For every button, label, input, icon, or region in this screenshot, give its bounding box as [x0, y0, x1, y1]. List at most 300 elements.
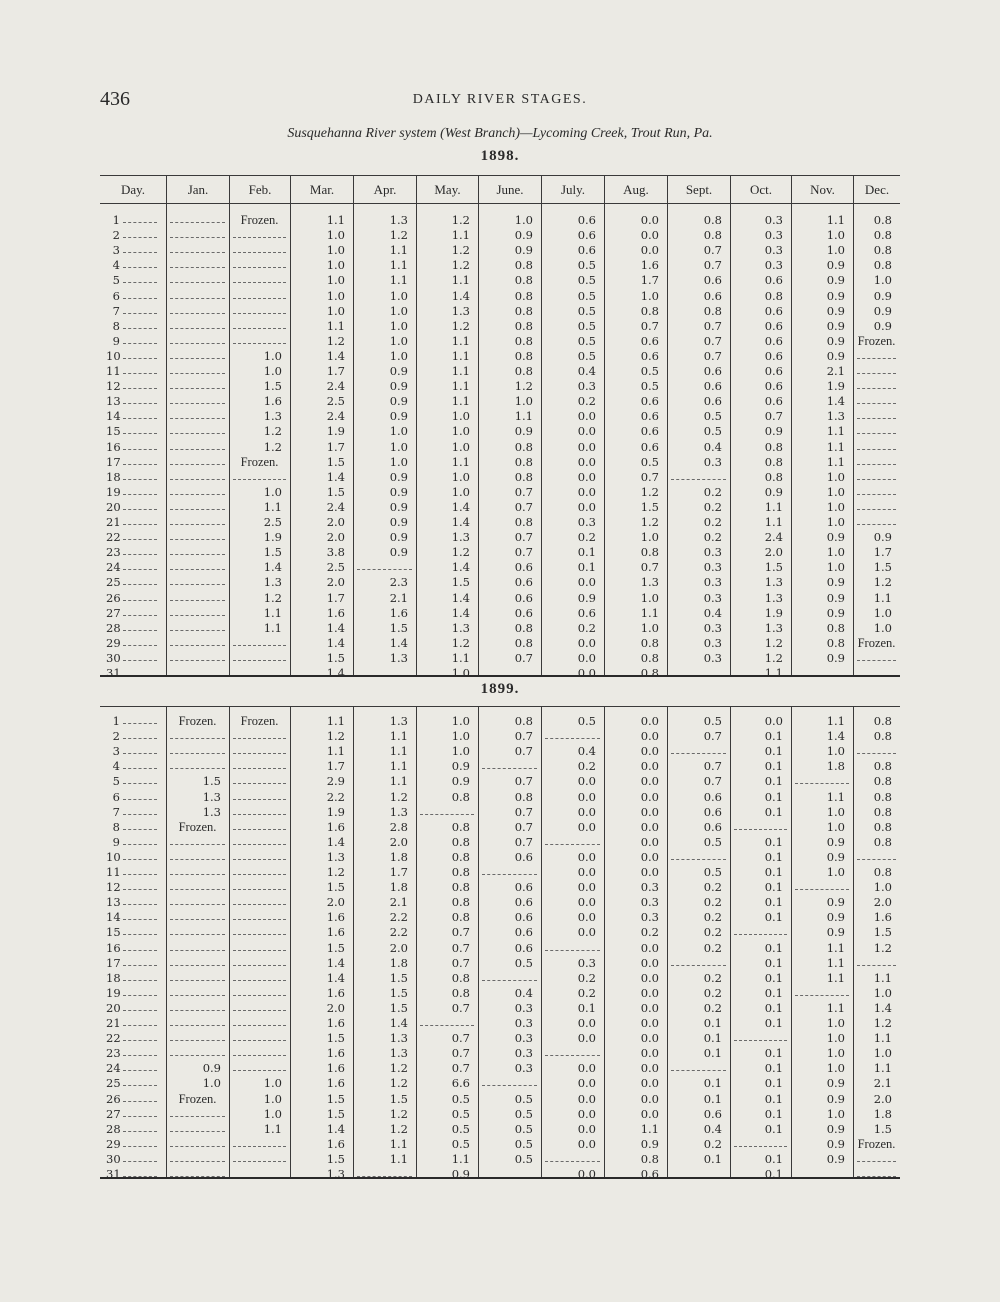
day-number [106, 714, 162, 729]
day-number [106, 774, 162, 789]
table-cell: 1.4 [451, 499, 470, 514]
table-cell: 1.8 [389, 849, 408, 864]
missing-value [233, 759, 286, 769]
table-cell: 1.5 [326, 454, 345, 469]
day-number [106, 621, 162, 636]
missing-value [545, 1152, 600, 1162]
missing-value [857, 485, 896, 495]
table-cell: 1.0 [640, 288, 659, 303]
leader-dots [123, 1107, 157, 1117]
table-cell: 0.1 [764, 744, 783, 759]
table-cell: 1.3 [451, 620, 470, 635]
day-number [106, 820, 162, 835]
table-cell: 0.1 [764, 804, 783, 819]
table-cell: 0.7 [703, 774, 722, 789]
table-cell: 0.5 [451, 1106, 470, 1121]
table-cell: 3.8 [326, 545, 345, 560]
table-cell: 0.1 [764, 940, 783, 955]
table-cell: 0.7 [451, 1046, 470, 1061]
table-cell: 1.0 [326, 273, 345, 288]
table-cell: 1.0 [826, 804, 845, 819]
table-cell: 1.5 [389, 970, 408, 985]
table-cell: 0.9 [202, 1061, 221, 1076]
table-cell: 0.3 [514, 1031, 533, 1046]
table-cell: 2.0 [873, 1091, 892, 1106]
missing-value [233, 1061, 286, 1071]
table-cell: 0.0 [577, 774, 596, 789]
table-cell: 0.0 [577, 910, 596, 925]
table-cell: 0.8 [451, 910, 470, 925]
table-cell: 2.3 [389, 575, 408, 590]
table-cell: 1.5 [202, 774, 221, 789]
table-cell: 0.3 [703, 545, 722, 560]
column-header: Oct. [730, 176, 791, 204]
day-number [106, 790, 162, 805]
table-cell: 1.0 [826, 469, 845, 484]
day-number [106, 910, 162, 925]
table-cell: 0.9 [826, 1151, 845, 1166]
day-number [106, 759, 162, 774]
day-number-text: 17 [106, 454, 121, 469]
table-cell: 0.8 [640, 666, 659, 680]
missing-value [170, 455, 225, 465]
table-cell: 1.6 [326, 819, 345, 834]
day-number [106, 895, 162, 910]
table-cell: 2.0 [326, 515, 345, 529]
table-cell: 0.7 [703, 258, 722, 273]
day-number-text: 1 [112, 213, 120, 227]
table-cell: 0.3 [764, 258, 783, 273]
missing-value [233, 470, 286, 480]
table-cell: 0.2 [640, 925, 659, 940]
table-cell: 1.6 [326, 985, 345, 1000]
table-cell: 1.9 [326, 424, 345, 439]
leader-dots [123, 409, 157, 419]
table-cell: 0.8 [873, 213, 892, 227]
year-heading-1899: 1899. [480, 681, 520, 697]
table-cell: 1.8 [389, 880, 408, 895]
leader-dots [123, 349, 157, 359]
table-cell: 0.9 [826, 348, 845, 363]
table-cell: 1.1 [451, 333, 470, 348]
table-cell: 2.5 [263, 515, 282, 529]
missing-value [357, 560, 412, 570]
table-cell: 0.8 [764, 469, 783, 484]
table-cell: 0.7 [451, 1031, 470, 1046]
table-cell: 0.0 [640, 865, 659, 879]
table-cell: 0.7 [514, 530, 533, 545]
leader-dots [123, 1137, 157, 1147]
table-cell: 0.8 [703, 303, 722, 318]
table-cell: 1.0 [873, 880, 892, 895]
missing-value [233, 971, 286, 981]
day-number [106, 258, 162, 273]
day-number [106, 530, 162, 545]
missing-value [170, 289, 225, 299]
table-cell: 0.0 [640, 759, 659, 774]
table-cell: 0.8 [873, 243, 892, 258]
table-cell: 1.3 [263, 409, 282, 424]
table-cell: 0.6 [640, 439, 659, 454]
missing-value [170, 334, 225, 344]
table-cell: 0.8 [451, 865, 470, 879]
table-cell: 0.8 [873, 819, 892, 834]
table-cell: 0.0 [577, 1091, 596, 1106]
table-cell: 0.9 [764, 424, 783, 439]
table-cell: 1.7 [640, 273, 659, 288]
table-cell: 1.0 [826, 484, 845, 499]
table-cell: 0.1 [703, 1091, 722, 1106]
table-cell: 1.3 [451, 303, 470, 318]
table-cell: 1.1 [389, 273, 408, 288]
table-cell: 1.5 [389, 1091, 408, 1106]
missing-value [671, 850, 726, 860]
table-cell: 1.0 [389, 454, 408, 469]
table-cell: 0.9 [873, 303, 892, 318]
table-cell: 1.1 [873, 970, 892, 985]
table-cell: 1.3 [202, 789, 221, 804]
table-cell: 0.1 [764, 1091, 783, 1106]
table-cell: 0.9 [451, 759, 470, 774]
table-cell: 1.1 [451, 273, 470, 288]
table-cell: 0.3 [703, 650, 722, 665]
table-cell: 0.7 [703, 729, 722, 744]
missing-value [170, 1031, 225, 1041]
column-header: Sept. [667, 176, 730, 204]
table-cell: 0.0 [640, 1061, 659, 1076]
missing-value [170, 865, 225, 875]
page-number: 436 [100, 88, 130, 110]
column-header: May. [416, 176, 478, 204]
table-cell: 1.1 [873, 1061, 892, 1076]
table-cell: 0.9 [389, 530, 408, 545]
table-cell: 1.1 [389, 759, 408, 774]
table-cell: 0.8 [514, 318, 533, 333]
table-cell: 0.9 [826, 288, 845, 303]
missing-value [170, 213, 225, 223]
table-cell: 0.7 [640, 560, 659, 575]
table-cell: 0.8 [640, 545, 659, 560]
table-cell: 0.5 [640, 364, 659, 378]
missing-value [482, 759, 537, 769]
table-cell: 1.5 [389, 985, 408, 1000]
missing-value [545, 835, 600, 845]
table-cell: 0.1 [703, 1016, 722, 1030]
missing-value [857, 409, 896, 419]
table-cell: 0.1 [764, 1000, 783, 1015]
table-cell: 0.6 [764, 379, 783, 394]
table-cell: 0.2 [703, 985, 722, 1000]
table-cell: 0.8 [451, 895, 470, 910]
table-cell: 0.4 [577, 744, 596, 759]
table-cell: 0.7 [640, 318, 659, 333]
table-cell: 1.2 [873, 575, 892, 590]
table-cell: 0.1 [764, 970, 783, 985]
missing-value [170, 485, 225, 495]
table-cell: 1.0 [826, 1046, 845, 1061]
table-cell: 2.4 [764, 530, 783, 545]
day-number-text: 28 [106, 620, 121, 635]
table-cell: 0.9 [389, 515, 408, 529]
missing-value [233, 289, 286, 299]
day-number [106, 835, 162, 850]
day-number [106, 729, 162, 744]
table-cell: 0.4 [514, 985, 533, 1000]
table-cell: 2.0 [764, 545, 783, 560]
table-cell: 0.5 [451, 1136, 470, 1151]
day-number [106, 1016, 162, 1031]
table-cell: 0.5 [703, 409, 722, 424]
day-number [106, 971, 162, 986]
day-number [106, 591, 162, 606]
day-number-text: 20 [106, 499, 121, 514]
table-cell: 0.5 [514, 1091, 533, 1106]
table-cell: 0.4 [577, 364, 596, 378]
table-cell: 0.6 [764, 318, 783, 333]
leader-dots [123, 213, 157, 223]
table-cell: 1.4 [326, 620, 345, 635]
table-cell: 0.4 [703, 605, 722, 620]
rule-1899-bottom [100, 1177, 900, 1179]
table-cell: 0.8 [451, 849, 470, 864]
missing-value [170, 986, 225, 996]
day-number [106, 319, 162, 334]
missing-value [857, 349, 896, 359]
missing-value [170, 243, 225, 253]
table-cell: 0.0 [577, 925, 596, 940]
leader-dots [123, 1016, 157, 1026]
table-cell: 0.1 [764, 849, 783, 864]
table-cell-note: Frozen. [178, 714, 217, 728]
table-cell: 1.4 [826, 729, 845, 744]
table-cell: 1.0 [451, 744, 470, 759]
table-cell: 1.0 [826, 1031, 845, 1046]
day-number [106, 364, 162, 379]
table-cell-note: Frozen. [240, 714, 279, 728]
table-cell: 0.2 [703, 484, 722, 499]
table-cell: 0.9 [389, 364, 408, 378]
table-cell: 0.1 [764, 1106, 783, 1121]
leader-dots [123, 606, 157, 616]
table-cell: 1.0 [326, 258, 345, 273]
table-cell-note: Frozen. [857, 1136, 896, 1151]
table-cell: 0.3 [514, 1046, 533, 1061]
day-number [106, 986, 162, 1001]
missing-value [170, 956, 225, 966]
table-cell: 1.0 [451, 409, 470, 424]
missing-value [170, 1137, 225, 1147]
missing-value [671, 956, 726, 966]
table-cell: 0.7 [514, 834, 533, 849]
table-cell: 0.7 [514, 499, 533, 514]
table-cell: 0.6 [640, 1167, 659, 1181]
table-cell: 1.0 [640, 620, 659, 635]
table-cell: 1.4 [389, 635, 408, 650]
leader-dots [123, 560, 157, 570]
leader-dots [123, 440, 157, 450]
table-cell: 0.3 [640, 910, 659, 925]
table-cell: 0.1 [764, 729, 783, 744]
leader-dots [123, 820, 157, 830]
table-cell: 0.2 [577, 620, 596, 635]
table-cell: 0.8 [514, 258, 533, 273]
table-cell: 1.1 [389, 774, 408, 789]
table-cell: 0.6 [640, 348, 659, 363]
table-cell: 0.9 [826, 530, 845, 545]
day-number [106, 666, 162, 681]
rule-1898-bottom [100, 675, 900, 677]
missing-value [170, 304, 225, 314]
table-cell: 1.3 [389, 804, 408, 819]
table-cell: 0.1 [764, 834, 783, 849]
table-cell: 0.8 [514, 348, 533, 363]
day-number [106, 560, 162, 575]
table-cell: 1.5 [326, 1091, 345, 1106]
leader-dots [123, 880, 157, 890]
table-cell: 1.2 [389, 1061, 408, 1076]
day-number [106, 925, 162, 940]
table-cell: 0.1 [703, 1031, 722, 1046]
day-number [106, 409, 162, 424]
missing-value [170, 925, 225, 935]
missing-value [233, 319, 286, 329]
table-cell: 1.0 [389, 424, 408, 439]
table-cell: 1.4 [826, 394, 845, 409]
missing-value [233, 820, 286, 830]
missing-value [671, 1061, 726, 1071]
table-cell: 1.4 [326, 955, 345, 970]
table-cell: 1.3 [764, 590, 783, 605]
missing-value [233, 880, 286, 890]
table-cell: 1.0 [263, 1091, 282, 1106]
table-cell: 0.6 [703, 288, 722, 303]
table-cell: 1.2 [326, 333, 345, 348]
table-cell: 0.9 [826, 318, 845, 333]
table-cell: 2.4 [326, 409, 345, 424]
table-cell: 0.5 [703, 865, 722, 879]
table-cell: 2.5 [326, 560, 345, 575]
table-cell: 0.0 [577, 635, 596, 650]
table-cell: 0.6 [764, 333, 783, 348]
missing-value [170, 910, 225, 920]
table-cell: 0.7 [703, 243, 722, 258]
table-cell: 0.9 [640, 1136, 659, 1151]
table-cell: 1.1 [326, 744, 345, 759]
table-cell: 0.9 [389, 499, 408, 514]
missing-value [233, 910, 286, 920]
leader-dots [123, 500, 157, 510]
day-number [106, 606, 162, 621]
leader-dots [123, 1092, 157, 1102]
missing-value [170, 319, 225, 329]
day-number [106, 273, 162, 288]
table-cell: 0.8 [873, 759, 892, 774]
table-cell: 0.0 [640, 849, 659, 864]
table-cell: 1.0 [514, 394, 533, 409]
table-cell: 0.7 [451, 925, 470, 940]
table-cell: 0.0 [577, 865, 596, 879]
table-cell: 1.3 [389, 714, 408, 728]
table-cell: 0.5 [577, 258, 596, 273]
missing-value [170, 258, 225, 268]
table-cell: 1.3 [451, 530, 470, 545]
day-number [106, 880, 162, 895]
table-cell: 1.2 [389, 228, 408, 243]
table-cell: 0.3 [514, 1016, 533, 1030]
day-number-text: 11 [106, 364, 121, 378]
table-cell: 0.5 [577, 333, 596, 348]
table-cell: 0.7 [451, 1061, 470, 1076]
table-cell: 0.7 [703, 333, 722, 348]
table-cell: 0.2 [703, 499, 722, 514]
missing-value [170, 409, 225, 419]
leader-dots [123, 319, 157, 329]
table-cell: 0.6 [703, 1106, 722, 1121]
table-cell: 1.5 [326, 484, 345, 499]
table-cell: 0.8 [873, 834, 892, 849]
missing-value [857, 455, 896, 465]
table-cell: 1.2 [514, 379, 533, 394]
table-cell: 1.0 [326, 243, 345, 258]
table-cell: 0.1 [764, 895, 783, 910]
table-cell: 1.6 [326, 925, 345, 940]
day-number [106, 304, 162, 319]
table-cell: 0.1 [703, 1076, 722, 1091]
table-cell: 0.0 [577, 1031, 596, 1046]
missing-value [795, 986, 849, 996]
table-cell: 0.1 [764, 1016, 783, 1030]
day-number-text: 22 [106, 530, 121, 545]
day-number-text: 26 [106, 590, 121, 605]
table-cell: 2.0 [389, 940, 408, 955]
table-cell: 0.3 [640, 895, 659, 910]
missing-value [233, 334, 286, 344]
table-cell: 1.2 [640, 484, 659, 499]
table-cell: 0.0 [577, 880, 596, 895]
table-cell: 0.6 [640, 394, 659, 409]
day-number-text: 7 [112, 804, 120, 819]
table-cell: 1.0 [640, 590, 659, 605]
table-cell: 1.4 [326, 348, 345, 363]
day-number [106, 228, 162, 243]
table-cell: 1.1 [389, 744, 408, 759]
table-cell: 0.8 [514, 454, 533, 469]
table-cell: 2.1 [389, 895, 408, 910]
day-number-text: 8 [112, 318, 120, 333]
missing-value [857, 1152, 896, 1162]
table-cell: 2.0 [326, 895, 345, 910]
day-number-text: 27 [106, 605, 121, 620]
table-cell: 0.3 [703, 560, 722, 575]
table-cell: 0.9 [389, 484, 408, 499]
missing-value [545, 1046, 600, 1056]
table-cell: 0.5 [514, 1106, 533, 1121]
table-cell: 1.1 [826, 439, 845, 454]
missing-value [170, 621, 225, 631]
table-cell: 0.8 [873, 228, 892, 243]
table-cell: 0.0 [640, 744, 659, 759]
table-cell: 0.2 [577, 394, 596, 409]
table-cell: 0.2 [703, 970, 722, 985]
table-cell: 0.0 [577, 439, 596, 454]
table-cell: 1.1 [826, 1000, 845, 1015]
table-cell: 0.8 [873, 714, 892, 728]
table-cell: 0.0 [577, 1016, 596, 1030]
column-header: Jan. [166, 176, 229, 204]
table-cell: 0.1 [577, 545, 596, 560]
missing-value [170, 591, 225, 601]
missing-value [545, 941, 600, 951]
